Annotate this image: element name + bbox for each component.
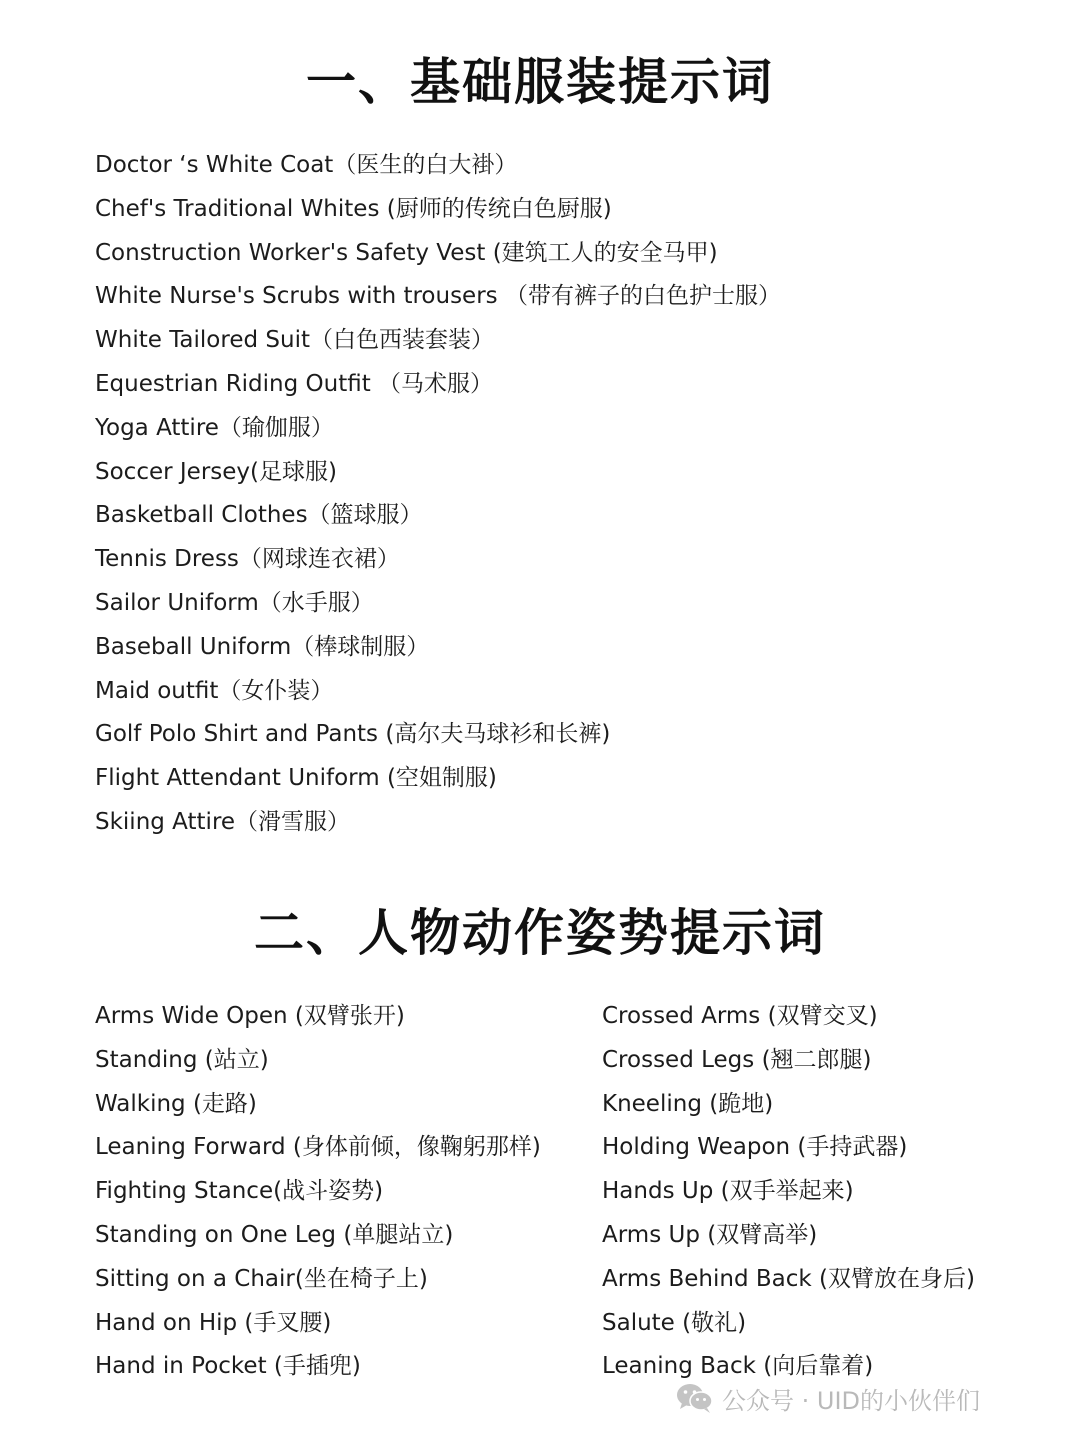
list-item: Standing on One Leg (单腿站立) [95, 1221, 454, 1248]
list-item: Hand on Hip (手叉腰) [95, 1309, 332, 1336]
list-item: Flight Attendant Uniform (空姐制服) [95, 765, 497, 792]
wechat-icon [676, 1382, 714, 1414]
section-title-poses: 二、人物动作姿势提示词 [254, 904, 826, 962]
list-item: Construction Worker's Safety Vest (建筑工人的安全马甲) [95, 239, 718, 266]
list-item: Chef's Traditional Whites (厨师的传统白色厨服) [95, 195, 612, 222]
list-item: Standing (站立) [95, 1046, 269, 1073]
list-item: White Nurse's Scrubs with trousers （带有裤子的白色护士服） [95, 283, 781, 310]
list-item: Arms Behind Back (双臂放在身后) [602, 1265, 975, 1292]
list-item: Golf Polo Shirt and Pants (高尔夫马球衫和长裤) [95, 721, 611, 748]
list-item: Salute (敬礼) [602, 1309, 747, 1336]
list-item: Crossed Arms (双臂交叉) [602, 1003, 878, 1029]
list-item: Fighting Stance(战斗姿势) [95, 1178, 384, 1205]
list-item: Sitting on a Chair(坐在椅子上) [95, 1265, 428, 1292]
watermark [676, 1378, 980, 1418]
list-item: Leaning Back (向后靠着) [602, 1353, 874, 1380]
list-item: Equestrian Riding Outfit （马术服） [95, 370, 494, 397]
watermark-text: 公众号 · UID的小伙伴们 [722, 1386, 981, 1415]
list-item: Leaning Forward (身体前倾，像鞠躬那样) [95, 1134, 541, 1161]
list-item: Arms Up (双臂高举) [602, 1221, 818, 1248]
list-item: Maid outfit（女仆装） [95, 677, 334, 704]
list-item: Baseball Uniform（棒球制服） [95, 633, 430, 660]
list-item: Hands Up (双手举起来) [602, 1178, 854, 1205]
list-item: Basketball Clothes（篮球服） [95, 502, 423, 529]
pose-prompt-list-right [602, 995, 975, 1389]
list-item: Hand in Pocket (手插兜) [95, 1353, 361, 1380]
list-item: Doctor ‘s White Coat（医生的白大褂） [95, 152, 518, 178]
list-item: Crossed Legs (翘二郎腿) [602, 1046, 872, 1073]
list-item: Sailor Uniform（水手服） [95, 589, 374, 616]
pose-prompt-list-left [95, 995, 541, 1389]
list-item: Holding Weapon (手持武器) [602, 1134, 908, 1161]
list-item: Skiing Attire（滑雪服） [95, 808, 351, 835]
list-item: Arms Wide Open (双臂张开) [95, 1003, 405, 1029]
list-item: Tennis Dress（网球连衣裙） [95, 546, 400, 573]
list-item: Yoga Attire（瑜伽服） [95, 414, 334, 441]
list-item: Walking (走路) [95, 1090, 257, 1117]
list-item: Kneeling (跪地) [602, 1090, 774, 1117]
section-title-clothing: 一、基础服装提示词 [306, 53, 774, 111]
clothing-prompt-list [95, 144, 781, 845]
list-item: Soccer Jersey(足球服) [95, 458, 337, 485]
list-item: White Tailored Suit（白色西装套装） [95, 327, 494, 354]
